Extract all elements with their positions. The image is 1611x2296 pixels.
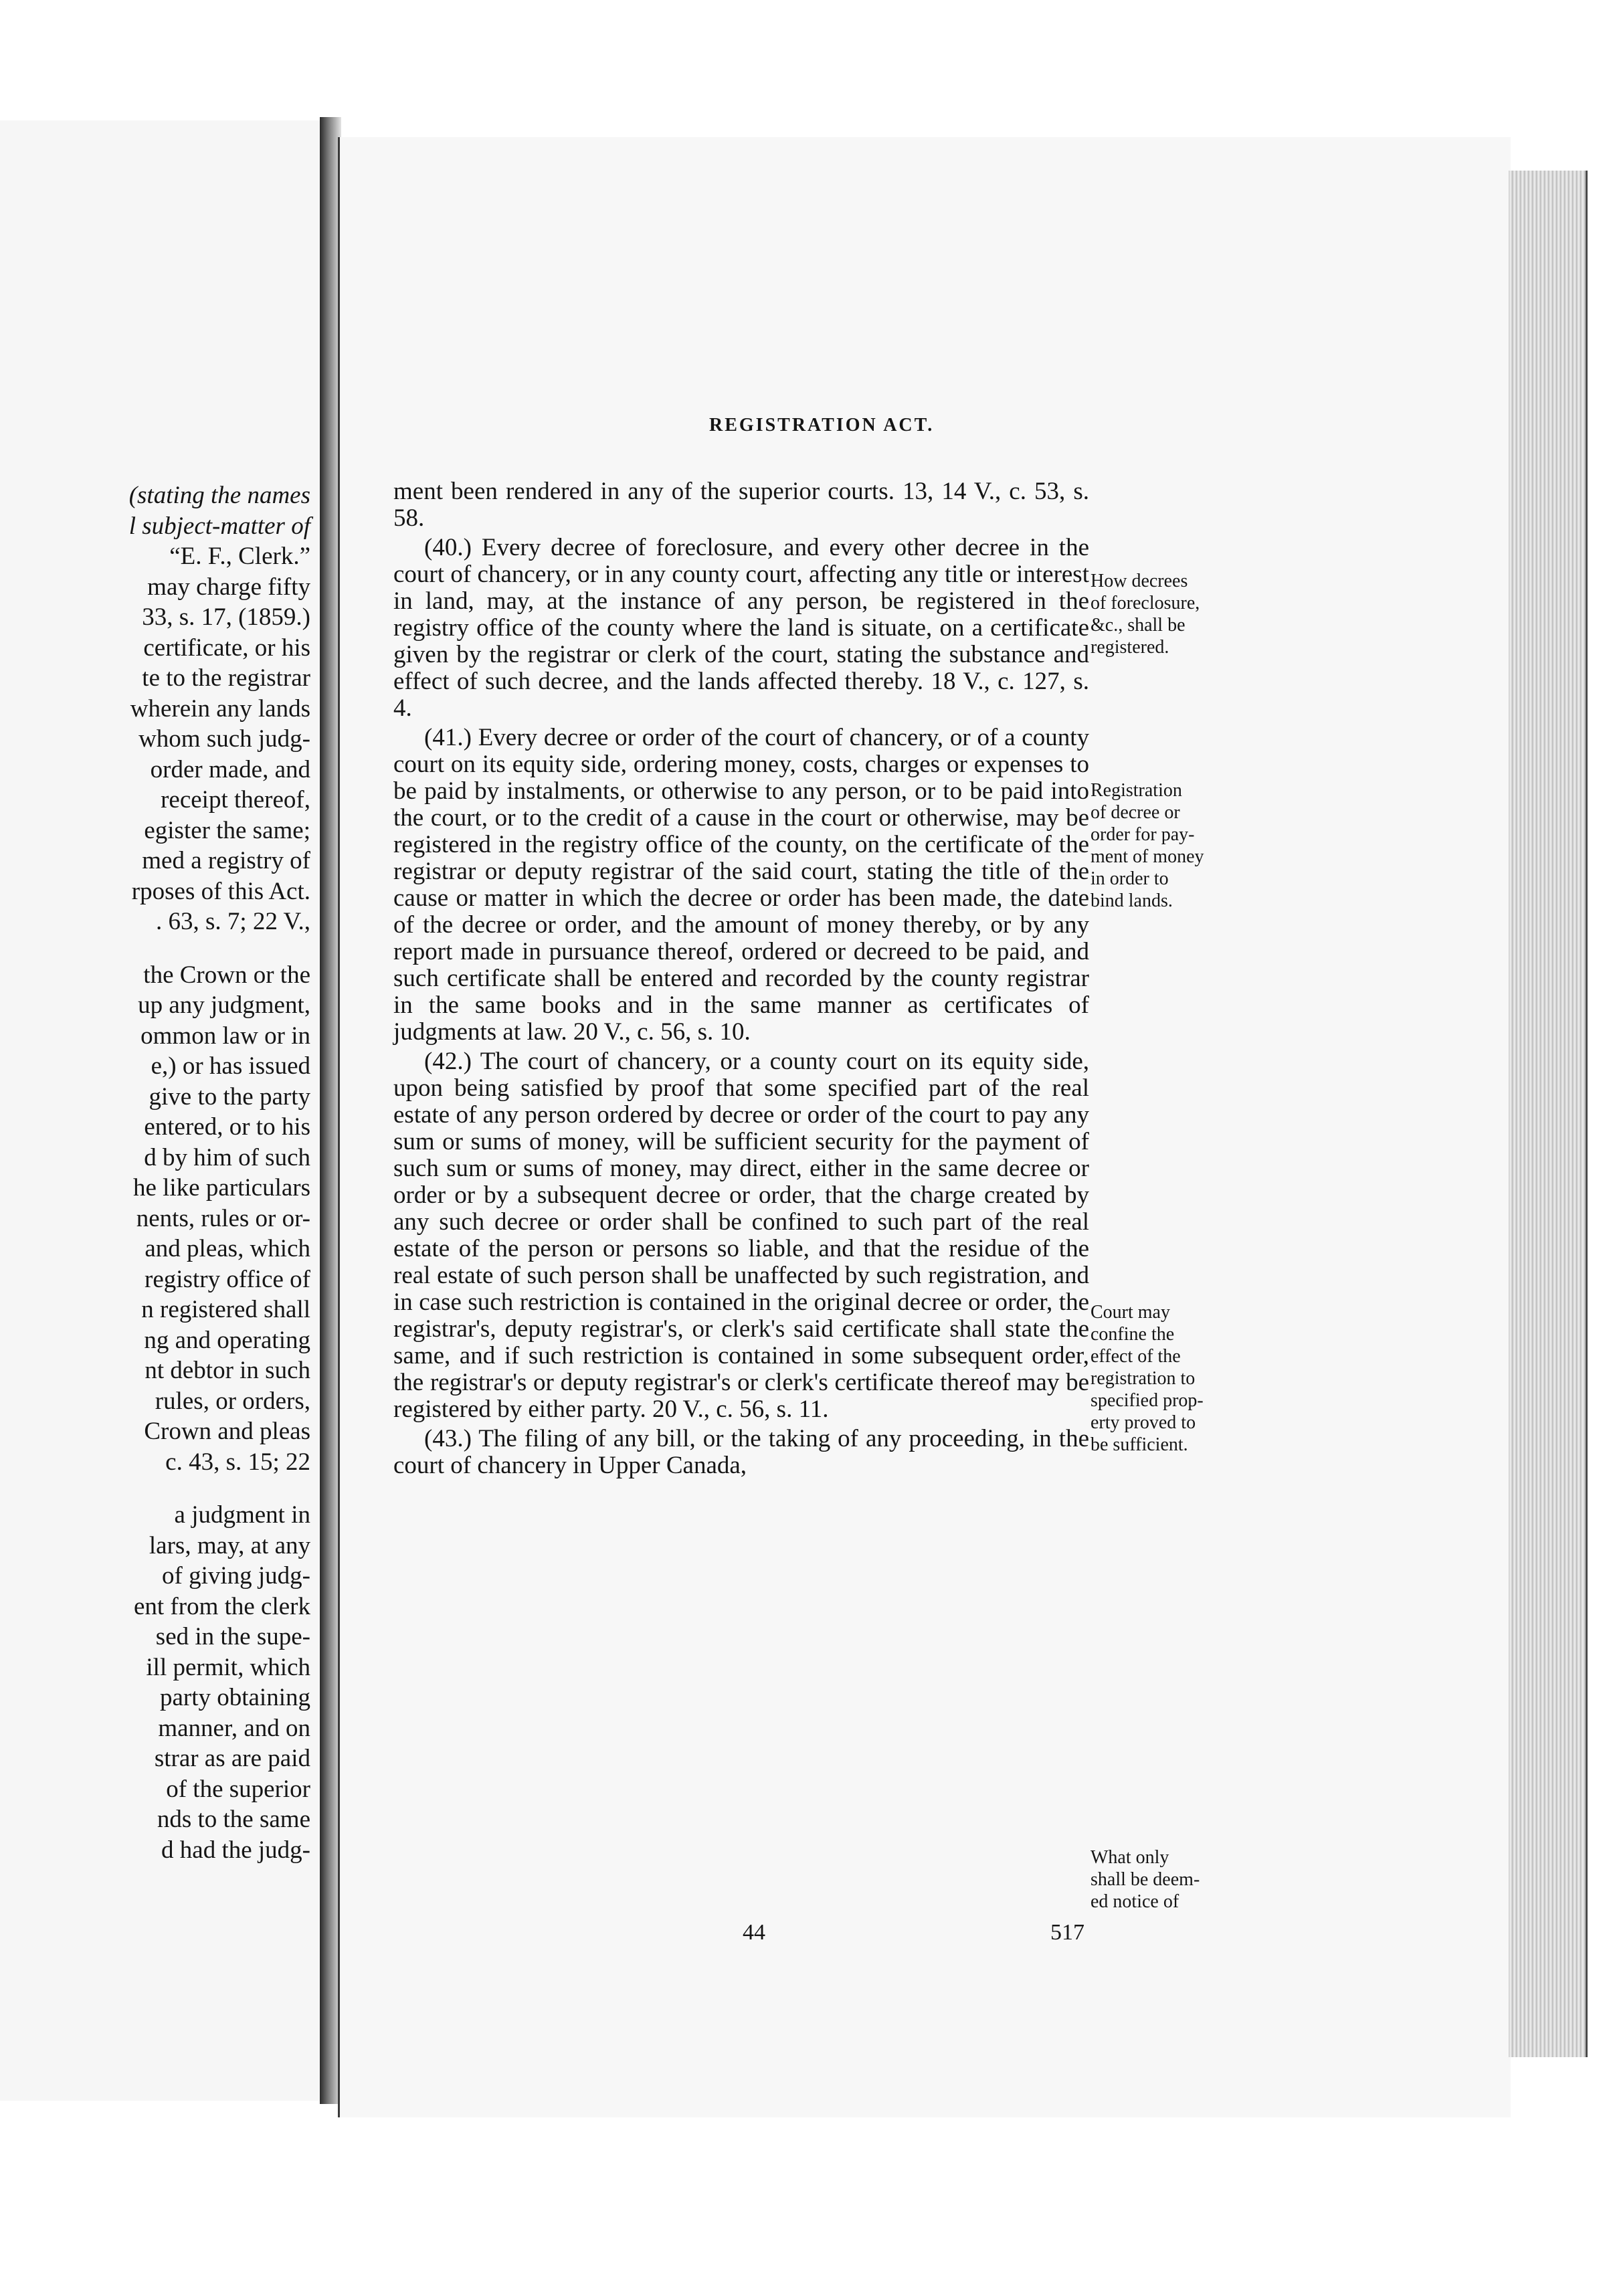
left-line: ommon law or in: [140, 1022, 310, 1050]
left-line: egister the same;: [144, 816, 310, 844]
left-line: med a registry of: [142, 847, 310, 874]
left-line: and pleas, which: [145, 1235, 310, 1262]
left-line: manner, and on: [158, 1714, 310, 1742]
left-line: ill permit, which: [146, 1653, 310, 1681]
left-line: whom such judg-: [138, 725, 310, 753]
margin-note-notice: What only shall be deem- ed notice of: [1091, 1847, 1200, 1912]
section-43: (43.) The filing of any bill, or the taking of any proceeding, in the court of chancery in Upper Canada,: [393, 1425, 1089, 1479]
left-line: ent from the clerk: [133, 1592, 310, 1620]
left-line: rposes of this Act.: [131, 877, 310, 905]
left-line: l subject-matter of: [128, 512, 310, 540]
page-number: 517: [1050, 1920, 1084, 1945]
left-line: “E. F., Clerk.”: [169, 543, 310, 570]
section-40: (40.) Every decree of foreclosure, and every other decree in the court of chancery, or in any county court, affecting any title or interest in land, may, at the instance of any person, be registered in the registry office of the county where the land is situate, on a certificate given by the registrar or clerk of the court, stating the substance and effect of such decree, and the lands affected thereby. 18 V., c. 127, s. 4.: [393, 534, 1089, 722]
left-line: registry office of: [145, 1265, 310, 1293]
left-page-text: [0, 480, 310, 1865]
folio-signature: 44: [743, 1920, 765, 1945]
running-header: REGISTRATION ACT.: [709, 415, 935, 436]
left-line: e,) or has issued: [151, 1052, 310, 1080]
left-page: [0, 120, 322, 2101]
margin-note-decrees: How decrees of foreclosure, &c., shall be registered.: [1091, 571, 1200, 658]
left-line: nds to the same: [157, 1806, 310, 1833]
section-41: (41.) Every decree or order of the court of chancery, or of a county court on its equity side, ordering money, costs, charges or expenses to be paid by instalments, or otherwise to any person, or to be paid into the court, or to the credit of a cause in the court or otherwise, may be registered in the registry office of the county, on the certificate of the registrar or deputy registrar of the said court, stating the title of the cause or matter in which the decree or order has been made, the date of the decree or order, and the amount of money thereby, or by any report made in pursuance thereof, ordered or decreed to be paid, and such certificate shall be entered and recorded by the county registrar in the same books and in the same manner as certificates of judgments at law. 20 V., c. 56, s. 10.: [393, 724, 1089, 1046]
left-line: ng and operating: [144, 1326, 310, 1354]
left-line: d had the judg-: [161, 1836, 310, 1864]
left-line: 33, s. 17, (1859.): [142, 603, 310, 631]
left-line: . 63, s. 7; 22 V.,: [156, 908, 310, 935]
left-line: Crown and pleas: [144, 1418, 310, 1445]
left-line: entered, or to his: [144, 1113, 310, 1141]
page-edges: [1509, 171, 1588, 2057]
left-line: certificate, or his: [143, 634, 310, 662]
left-line: lars, may, at any: [149, 1531, 310, 1559]
margin-note-court-confine: Court may confine the effect of the registration to specified prop- erty proved to be sufficient.: [1091, 1302, 1204, 1455]
margin-note-registration: Registration of decree or order for pay- ment of money in order to bind lands.: [1091, 780, 1204, 911]
left-line: he like particulars: [132, 1174, 310, 1202]
left-line: c. 43, s. 15; 22: [165, 1448, 310, 1476]
section-42: (42.) The court of chancery, or a county court on its equity side, upon being satisfied by proof that some specified part of the real estate of any person ordered by decree or order of the court to pay any sum or sums of money, will be sufficient security for the payment of such sum or sums of money, may direct, either in the same decree or order or by a subsequent decree or order, that the charge created by any such decree or order shall be confined to such part of the real estate of the person or persons so liable, and that the residue of the real estate of such person shall be unaffected by such registration, and in case such restriction is contained in the original decree or order, the registrar's, deputy registrar's, or clerk's said certificate shall state the same, and if such restriction is contained in some subsequent order, the registrar's or deputy registrar's or clerk's certificate thereof may be registered by either party. 20 V., c. 56, s. 11.: [393, 1048, 1089, 1423]
left-line: may charge fifty: [147, 573, 310, 601]
paragraph-continuation: ment been rendered in any of the superior courts. 13, 14 V., c. 53, s. 58.: [393, 478, 1089, 532]
left-line: nt debtor in such: [145, 1357, 310, 1384]
left-line: n registered shall: [141, 1296, 310, 1323]
left-line: strar as are paid: [154, 1745, 310, 1772]
main-text: [393, 478, 1089, 1482]
left-line: receipt thereof,: [161, 786, 310, 814]
left-line: of the superior: [166, 1775, 310, 1803]
left-line: the Crown or the: [143, 961, 310, 989]
left-line: give to the party: [149, 1082, 310, 1111]
left-line: up any judgment,: [138, 991, 310, 1019]
left-line: nents, rules or or-: [136, 1204, 310, 1232]
left-line: d by him of such: [144, 1143, 310, 1171]
left-line: rules, or orders,: [155, 1387, 310, 1415]
left-line: sed in the supe-: [155, 1623, 310, 1650]
left-line: (stating the names: [128, 482, 310, 509]
left-line: a judgment in: [174, 1501, 310, 1529]
left-line: order made, and: [150, 755, 310, 783]
left-line: te to the registrar: [142, 664, 310, 692]
left-line: party obtaining: [159, 1684, 310, 1711]
left-line: of giving judg-: [162, 1562, 310, 1590]
left-line: wherein any lands: [130, 694, 310, 723]
